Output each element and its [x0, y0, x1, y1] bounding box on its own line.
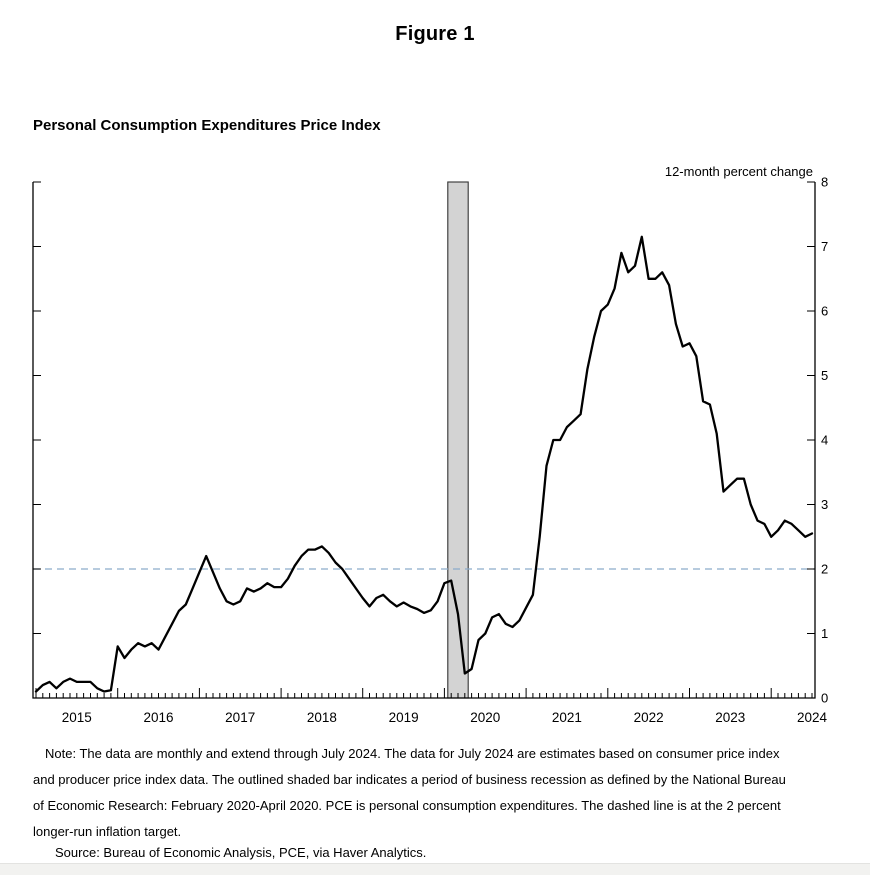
svg-text:2019: 2019: [388, 710, 419, 725]
y-axis-labels: [821, 175, 828, 706]
svg-text:3: 3: [821, 497, 829, 512]
x-axis-ticks: [36, 688, 812, 698]
svg-text:2: 2: [821, 561, 829, 577]
svg-text:2018: 2018: [306, 710, 337, 725]
y-axis-unit-label: 12-month percent change: [664, 164, 813, 179]
svg-text:4: 4: [821, 432, 829, 448]
svg-text:8: 8: [821, 174, 829, 190]
figure-title: Figure 1: [395, 23, 475, 45]
chart-note: [33, 741, 860, 845]
svg-text:7: 7: [821, 239, 829, 254]
svg-text:2022: 2022: [633, 710, 664, 725]
svg-text:1: 1: [821, 626, 829, 641]
svg-text:2020: 2020: [470, 710, 501, 725]
note-line: longer-run inflation target.: [33, 824, 182, 839]
source-line: Source: Bureau of Economic Analysis, PCE, via Haver Analytics.: [55, 845, 427, 860]
x-axis-year-labels: [62, 710, 828, 725]
svg-text:2023: 2023: [715, 710, 746, 725]
svg-text:2024: 2024: [796, 710, 828, 725]
y-axis-ticks: [33, 182, 815, 634]
svg-text:0: 0: [821, 690, 829, 706]
note-line: and producer price index data. The outlined shaded bar indicates a period of business recession as defined by the National Bureau: [33, 772, 786, 787]
chart-title: Personal Consumption Expenditures Price Index: [33, 117, 381, 134]
svg-text:2016: 2016: [143, 710, 174, 725]
svg-text:2021: 2021: [551, 710, 582, 725]
svg-text:6: 6: [821, 303, 829, 319]
pce-data-line: [36, 237, 812, 692]
note-line: Note: The data are monthly and extend through July 2024. The data for July 2024 are estimates based on consumer price index: [45, 746, 780, 761]
svg-text:5: 5: [821, 368, 829, 383]
svg-text:2017: 2017: [225, 710, 256, 725]
note-line: of Economic Research: February 2020-April 2020. PCE is personal consumption expenditures. The dashed line is at the 2 percent: [33, 798, 781, 813]
bottom-window-strip: [0, 863, 870, 875]
axes-frame: [33, 182, 815, 698]
svg-text:2015: 2015: [61, 710, 92, 725]
